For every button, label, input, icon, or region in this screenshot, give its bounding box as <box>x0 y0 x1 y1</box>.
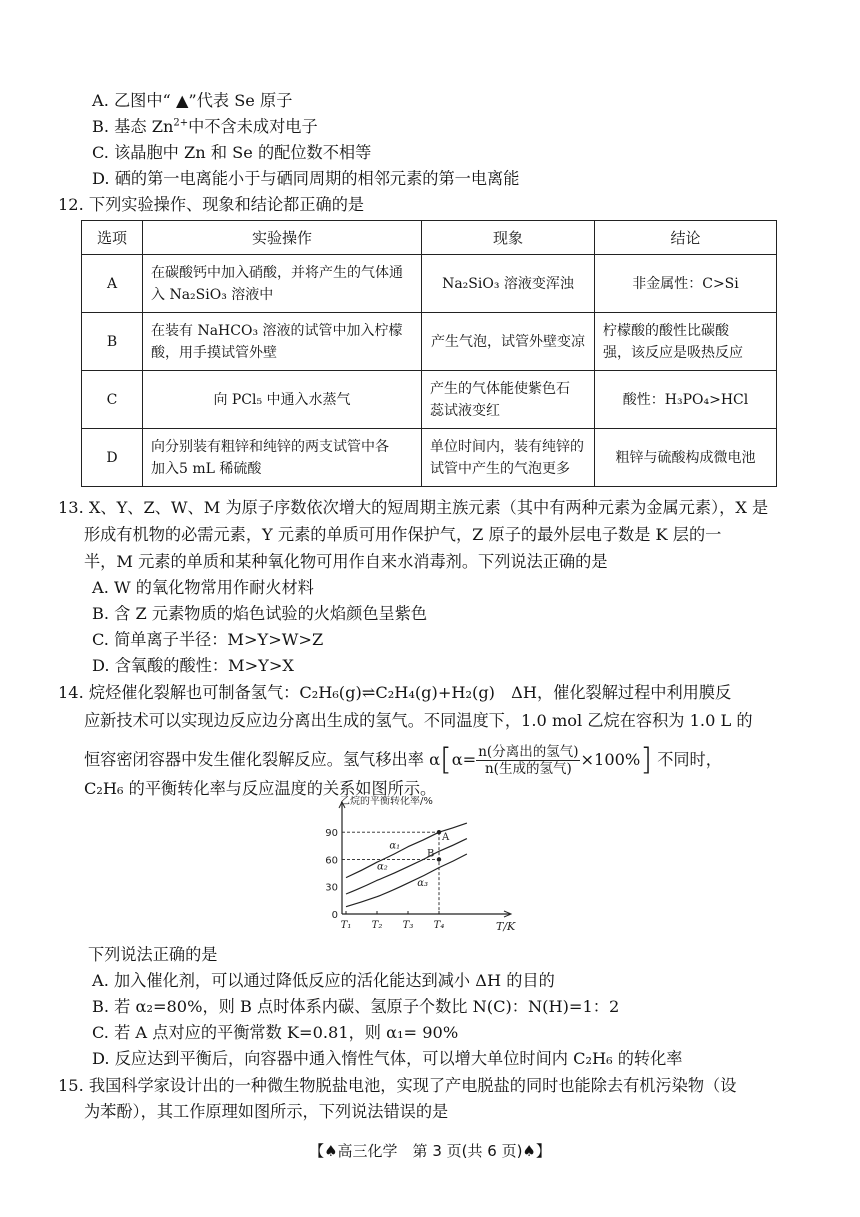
q13-option-a: A. W 的氧化物常用作耐火材料 <box>92 578 314 597</box>
q13-stem-line1: 13. X、Y、Z、W、M 为原子序数依次增大的短周期主族元素（其中有两种元素为金属元素），X 是 <box>58 498 769 517</box>
q11-option-a: A. 乙图中“ ▲”代表 Se 原子 <box>92 91 293 110</box>
col-header-option: 选项 <box>82 221 143 255</box>
q14-stem-line3-text: 恒容密闭容器中发生催化裂解反应。氢气移出率 α <box>84 750 441 769</box>
row-c-phenomenon-line2: 蕊试液变红 <box>430 402 500 419</box>
point-label-a: A <box>442 832 450 844</box>
series-line-2 <box>346 839 467 894</box>
q11-option-b <box>92 116 318 138</box>
q12-stem: 12. 下列实验操作、现象和结论都正确的是 <box>58 195 365 214</box>
series-label-1: α₁ <box>389 840 401 852</box>
col-header-conclusion: 结论 <box>595 221 777 255</box>
row-c-phenomenon <box>422 371 595 429</box>
q14-option-a: A. 加入催化剂，可以通过降低反应的活化能达到减小 ΔH 的目的 <box>92 971 555 990</box>
row-b-option: B <box>82 313 143 371</box>
q14-stem-line4: C₂H₆ 的平衡转化率与反应温度的关系如图所示。 <box>84 779 437 798</box>
row-d-conclusion: 粗锌与硫酸构成微电池 <box>595 429 777 487</box>
row-d-phenomenon-line1: 单位时间内，装有纯锌的 <box>430 438 584 455</box>
q13-stem-line3: 半，M 元素的单质和某种氧化物可用作自来水消毒剂。下列说法正确的是 <box>84 552 608 571</box>
q11-option-c: C. 该晶胞中 Zn 和 Se 的配位数不相等 <box>92 143 372 162</box>
point-label-b: B <box>427 848 435 860</box>
row-a-conclusion: 非金属性：C>Si <box>595 255 777 313</box>
y-tick-label: 30 <box>325 882 338 894</box>
table-header-row <box>82 221 777 255</box>
fraction-numerator: n(分离出的氢气) <box>478 744 579 760</box>
row-c-option: C <box>82 371 143 429</box>
data-point-b <box>437 857 441 861</box>
q13-option-c: C. 简单离子半径：M>Y>W>Z <box>92 630 324 649</box>
row-c-operation: 向 PCl₅ 中通入水蒸气 <box>143 371 422 429</box>
row-d-operation-line2: 加入5 mL 稀硫酸 <box>151 460 262 477</box>
row-d-operation <box>143 429 422 487</box>
y-tick-label: 90 <box>325 828 338 840</box>
x-tick-label: T₄ <box>433 920 445 931</box>
row-d-phenomenon-line2: 试管中产生的气泡更多 <box>430 460 570 477</box>
y-tick-label: 60 <box>325 855 338 867</box>
q13-option-d: D. 含氧酸的酸性：M>Y>X <box>92 656 294 675</box>
row-d-option: D <box>82 429 143 487</box>
page-footer: 【♠高三化学 第 3 页(共 6 页)♠】 <box>309 1142 551 1160</box>
row-d-operation-line1: 向分别装有粗锌和纯锌的两支试管中各 <box>151 438 389 455</box>
table-row <box>82 371 777 429</box>
q11-option-b-sup: 2+ <box>173 117 189 129</box>
x-tick-label: T₃ <box>402 920 414 931</box>
conversion-chart <box>318 796 528 936</box>
row-a-operation-line2: 入 Na₂SiO₃ 溶液中 <box>151 286 274 303</box>
table-row <box>82 429 777 487</box>
removal-rate-fraction <box>476 744 580 777</box>
q14-ask: 下列说法正确的是 <box>88 945 218 964</box>
q14-stem-line1: 14. 烷烃催化裂解也可制备氢气：C₂H₆(g)⇌C₂H₄(g)+H₂(g) ΔH，催化裂解过程中利用膜反 <box>58 683 732 702</box>
q14-option-d: D. 反应达到平衡后，向容器中通入惰性气体，可以增大单位时间内 C₂H₆ 的转化率 <box>92 1049 683 1068</box>
q15-stem-line1: 15. 我国科学家设计出的一种微生物脱盐电池，实现了产电脱盐的同时也能除去有机污染物（设 <box>58 1076 737 1095</box>
q15-stem-line2: 为苯酚），其工作原理如图所示，下列说法错误的是 <box>84 1102 449 1121</box>
formula-prefix: α= <box>451 750 477 769</box>
q14-stem-line2: 应新技术可以实现边反应边分离出生成的氢气。不同温度下，1.0 mol 乙烷在容积为 1.0 L 的 <box>84 711 753 730</box>
q11-option-d: D. 硒的第一电离能小于与硒同周期的相邻元素的第一电离能 <box>92 169 520 188</box>
data-point-a <box>437 830 441 834</box>
series-label-3: α₃ <box>417 877 429 889</box>
row-c-conclusion: 酸性：H₃PO₄>HCl <box>595 371 777 429</box>
formula-suffix: ×100% <box>580 750 641 769</box>
q11-option-b-pre: B. 基态 Zn <box>92 117 174 136</box>
q14-stem-line3 <box>84 740 722 781</box>
row-b-conclusion <box>595 313 777 371</box>
left-bracket: [ <box>440 742 452 778</box>
q11-option-b-post: 中不含未成对电子 <box>188 117 318 136</box>
x-tick-label: T₂ <box>371 920 383 931</box>
row-a-operation <box>143 255 422 313</box>
row-b-phenomenon: 产生气泡，试管外壁变凉 <box>422 313 595 371</box>
row-b-conclusion-line1: 柠檬酸的酸性比碳酸 <box>603 322 729 339</box>
row-b-conclusion-line2: 强，该反应是吸热反应 <box>603 344 743 361</box>
col-header-phenomenon: 现象 <box>422 221 595 255</box>
row-a-phenomenon: Na₂SiO₃ 溶液变浑浊 <box>422 255 595 313</box>
row-c-phenomenon-line1: 产生的气体能使紫色石 <box>430 380 570 397</box>
series-label-2: α₂ <box>377 861 388 873</box>
right-bracket: ] <box>640 742 653 778</box>
q14-stem-line3-end: 不同时， <box>657 750 722 769</box>
q14-option-c: C. 若 A 点对应的平衡常数 K=0.81，则 α₁= 90% <box>92 1023 459 1042</box>
table-row <box>82 313 777 371</box>
table-row <box>82 255 777 313</box>
x-axis-label: T/K <box>496 920 516 933</box>
row-a-option: A <box>82 255 143 313</box>
fraction-denominator: n(生成的氢气) <box>484 761 572 777</box>
experiment-table <box>81 220 777 487</box>
series-line-3 <box>346 854 467 907</box>
x-tick-label: T₁ <box>340 920 352 931</box>
q13-stem-line2: 形成有机物的必需元素，Y 元素的单质可用作保护气，Z 原子的最外层电子数是 K 层的一 <box>84 525 722 544</box>
row-b-operation-line1: 在装有 NaHCO₃ 溶液的试管中加入柠檬 <box>151 322 403 339</box>
q14-option-b: B. 若 α₂=80%，则 B 点时体系内碳、氢原子个数比 N(C)：N(H)=1：2 <box>92 997 620 1016</box>
row-a-operation-line1: 在碳酸钙中加入硝酸，并将产生的气体通 <box>151 264 403 281</box>
row-b-operation <box>143 313 422 371</box>
row-b-operation-line2: 酸，用手摸试管外壁 <box>151 344 277 361</box>
y-tick-label: 0 <box>331 910 338 921</box>
q13-option-b: B. 含 Z 元素物质的焰色试验的火焰颜色呈紫色 <box>92 604 428 623</box>
y-axis-label: 乙烷的平衡转化率/% <box>340 796 433 807</box>
col-header-operation: 实验操作 <box>143 221 422 255</box>
row-d-phenomenon <box>422 429 595 487</box>
